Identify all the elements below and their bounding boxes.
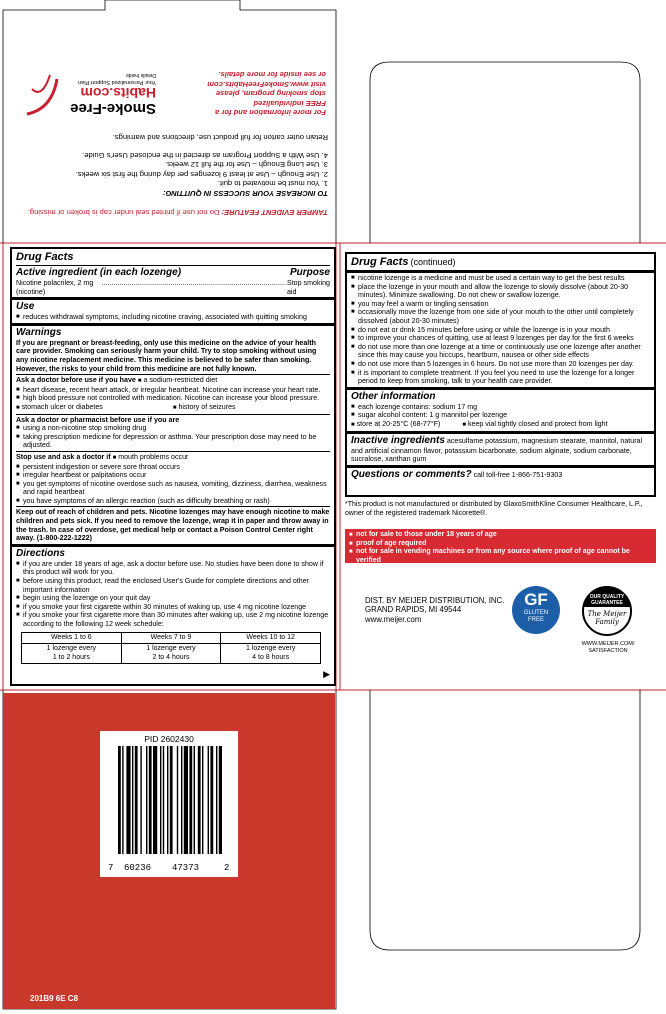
stop-use-list <box>16 463 330 506</box>
active-ingredient: Nicotine polacrilex, 2 mg (nicotine) <box>16 279 94 296</box>
stop-use-heading: Stop use and ask a doctor if <box>16 452 111 461</box>
ask-doctor-last-a: stomach ulcer or diabetes <box>21 402 103 411</box>
schedule-cell: 1 lozenge every 4 to 8 hours <box>221 644 321 664</box>
barcode-d1: 7 <box>108 863 114 873</box>
continue-arrow-icon: ▶ <box>323 669 330 680</box>
barcode-icon <box>118 746 222 854</box>
schedule-header: Weeks 10 to 12 <box>221 632 321 644</box>
barcode-d4: 2 <box>224 863 230 873</box>
directions-continued-item: ■ place the lozenge in your mouth and allow the lozenge to slowly dissolve (about 20-30 minutes). Minimize swallowing. Do not chew or swallow lozenge. <box>351 283 650 300</box>
directions-continued-item: ■ do not eat or drink 15 minutes before using or while the lozenge is in your mouth <box>351 326 650 335</box>
dist-line3: www.meijer.com <box>365 614 422 624</box>
inactive-text: acesulfame potassium, magnesium stearate, mannitol, natural and artificial cinnamon flavor, potassium bicarbonate, sodium alginate, sodium carbonate, sucralose, xanthan gum <box>351 436 643 464</box>
dist-line2: GRAND RAPIDS, MI 49544 <box>365 605 462 615</box>
directions-item: ■ before using this product, read the enclosed User's Guide for complete directions and other important information <box>16 577 330 594</box>
age-notice <box>345 529 656 563</box>
warnings-text: If you are pregnant or breast-feeding, only use this medicine on the advice of your health care provider. Smoking can seriously harm your child. Try to stop smoking without using any nicotine replacement medicine. This medicine is believed to be safer than smoking. However, the risks to your child from this medicine are not fully known. <box>16 338 317 373</box>
other-info-list <box>351 403 650 420</box>
age-notice-item: ■ not for sale to those under 18 years of age <box>349 531 652 540</box>
guarantee-line1: OUR QUALITY <box>589 594 625 600</box>
ask-pharmacist-heading: Ask a doctor or pharmacist before use if you are <box>16 415 180 424</box>
ask-pharmacist-item: ■ taking prescription medicine for depression or asthma. Your prescription dose may need to be adjusted. <box>16 433 330 450</box>
pid-number: PID 2602430 <box>144 734 194 744</box>
logo-line3: Your Personalized Support Plan <box>78 79 156 85</box>
directions-heading: Directions <box>16 547 65 559</box>
distributor <box>365 596 504 624</box>
guarantee-line2: GUARANTEE <box>591 600 623 606</box>
tamper-text: Do not use if printed seal under cap is broken or missing. <box>27 208 220 217</box>
age-notice-list <box>349 531 652 565</box>
ask-doctor-item: ■ high blood pressure not controlled with medication. Nicotine can increase your blood pressure. <box>16 394 330 403</box>
directions-continued-item: ■ occasionally move the lozenge from one side of your mouth to the other until completely dissolved (about 20-30 minutes) <box>351 308 650 325</box>
success-item: 2. Use Enough – Use at least 9 lozenges per day during the first six weeks. <box>75 169 328 179</box>
ask-doctor-inline: a sodium-restricted diet <box>143 376 218 385</box>
more-info-line: visit www.SmokeFreeHabits.com <box>207 79 326 89</box>
directions-item: ■ if you are under 18 years of age, ask a doctor before use. No studies have been done to show if this product will work for you. <box>16 560 330 577</box>
directions-continued-item: ■ you may feel a warm or tingling sensation <box>351 300 650 309</box>
drug-facts-panel: Drug Facts Active ingredient (in each lozenge) Purpose Nicotine polacrilex, 2 mg (nicotine) .............................................................................................. Stop smoking aid Use ■ reduces withdrawal symptoms, including nicotine craving, associated with quitting smoking Warnings If you are pregnant or breast-feeding, only use this medicine on the advice of your health care provider. Smoking can seriously harm your child. Try to stop smoking without using any nicotine replacement medicine. This medicine is believed to be safer than smoking. However, the risks to your child from this medicine are not fully known. Ask a doctor before use if you have ■ a sodium-restricted diet ■ heart disease, recent heart attack, or irregular heartbeat. Nicotine can increase your heart rate. ■ high blood pressure not controlled with medication. Nicotine can increase your blood pressure. ■ stomach ulcer or diabetes ■ history of seizures Ask a doctor or pharmacist before use if you are ■ using a non-nicotine stop smoking drug ■ taking prescription medicine for depression or asthma. Your prescription dose may need to be adjusted. Stop use and ask a doctor if ■ mouth problems occur ■ persistent indigestion or severe sore throat occurs ■ irregular heartbeat or palpitations occur ■ you get symptoms of nicotine overdose such as nausea, vomiting, dizziness, diarrhea, weakness and rapid heartbeat ■ you have symptoms of an allergic reaction (such as difficulty breathing or rash) Keep out of reach of children and pets. Nicotine lozenges may have enough nicotine to make children and pets sick. If you need to remove the lozenge, wrap it in paper and throw away in the trash. In case of overdose, get medical help or contact a Poison Control Center right away. (1-800-222-1222) Directions ■ if you are under 18 years of age, ask a doctor before use. No studies have been done to show if this product will work for you. ■ before using this product, read the enclosed User's Guide for complete directions and other important information ■ begin using the lozenge on your quit day ■ if you smoke your first cigarette within 30 minutes of waking up, use 4 mg nicotine lozenge ■ if you smoke your first cigarette more than 30 minutes after waking up, use 2 mg nicotine lozenge according to the following 12 week schedule: Weeks 1 to 6 Weeks 7 to 9 Weeks 10 to 12 1 lozenge every 1 to 2 hours 1 lozenge every 2 to 4 hours 1 lozenge every 4 to 8 hours ▶ <box>10 247 336 686</box>
dist-line1: DIST. BY MEIJER DISTRIBUTION, INC. <box>365 596 505 605</box>
gf-line2: FREE <box>527 617 544 623</box>
warnings-heading: Warnings <box>16 326 62 338</box>
lot-code: 201B9 6E C8 <box>30 994 79 1003</box>
keep-out-text: Keep out of reach of children and pets. Nicotine lozenges may have enough nicotine to make children and pets sick. If you need to remove the lozenge, wrap it in paper and throw away in the trash. In case of overdose, get medical help or contact a Poison Control Center right away. (1-800-222-1222) <box>16 508 330 543</box>
ask-doctor-item: ■ heart disease, recent heart attack, or irregular heartbeat. Nicotine can increase your heart rate. <box>16 386 330 395</box>
gf-big: GF <box>524 590 548 609</box>
tamper-heading: TAMPER EVIDENT FEATURE: <box>221 208 328 217</box>
other-last-a: store at 20-25°C (68-77°F) <box>356 419 441 428</box>
success-heading: TO INCREASE YOUR SUCCESS IN QUITTING: <box>162 188 328 198</box>
schedule-cell: 1 lozenge every 2 to 4 hours <box>121 644 221 664</box>
continued-label: (continued) <box>410 257 456 267</box>
questions-text: call toll-free 1-866-751-9303 <box>473 470 563 479</box>
gluten-free-badge-icon <box>512 586 560 634</box>
other-info-item: ■ sugar alcohol content: 1 g mannitol per lozenge <box>351 411 650 420</box>
guarantee-signature: The Meijer Family <box>587 610 627 626</box>
meijer-website <box>579 641 637 654</box>
schedule-header: Weeks 1 to 6 <box>22 632 122 644</box>
age-notice-item: ■ proof of age required <box>349 540 652 549</box>
stop-use-item: ■ you have symptoms of an allergic reaction (such as difficulty breathing or rash) <box>16 497 330 506</box>
barcode-label <box>100 731 238 877</box>
schedule-cell: 1 lozenge every 1 to 2 hours <box>22 644 122 664</box>
more-info-text <box>176 70 326 117</box>
directions-item: ■ if you smoke your first cigarette within 30 minutes of waking up, use 4 mg nicotine lozenge <box>16 603 330 612</box>
logo-line4: Details Inside <box>125 72 156 78</box>
quality-guarantee-badge-icon <box>582 586 632 636</box>
directions-continued-item: ■ do not use more than one lozenge at a time or continuously use one lozenge after another since this may cause you hiccups, heartburn, nausea or other side effects <box>351 343 650 360</box>
ask-doctor-heading: Ask a doctor before use if you have <box>16 376 136 385</box>
ask-pharmacist-list <box>16 424 330 450</box>
inactive-heading: Inactive ingredients <box>351 434 445 446</box>
use-heading: Use <box>16 301 35 313</box>
success-item: 4. Use With a Support Program as directed in the enclosed User's Guide. <box>82 150 328 160</box>
purpose-heading: Purpose <box>289 267 330 278</box>
ask-doctor-last-b: history of seizures <box>178 402 236 411</box>
more-info-line: stop smoking program, please <box>215 89 326 99</box>
meijer-web-line1: WWW.MEIJER.COM/ <box>581 641 635 647</box>
directions-item: ■ if you smoke your first cigarette more than 30 minutes after waking up, use 2 mg nicotine lozenge according to the following 12 week schedule: <box>16 611 330 628</box>
top-flap <box>10 0 336 245</box>
schedule-table <box>21 632 321 665</box>
directions-list <box>16 560 330 629</box>
tamper-notice <box>2 132 328 217</box>
barcode-d3: 47373 <box>172 863 200 873</box>
other-last-b: keep vial tightly closed and protect from light <box>467 419 608 428</box>
logo-line2: Habits.com <box>80 85 156 101</box>
directions-continued-item: ■ do not use more than 5 lozenges in 6 hours. Do not use more than 20 lozenges per day. <box>351 360 650 369</box>
more-info-line: For more information and for a <box>215 108 326 117</box>
more-info-line: FREE individualized <box>253 98 326 108</box>
schedule-header: Weeks 7 to 9 <box>121 632 221 644</box>
success-item: 1. You must be motivated to quit. <box>217 179 328 189</box>
meijer-web-line2: SATISFACTION <box>588 647 628 654</box>
retain-text: Retain outer carton for full product use, directions and warnings. <box>112 132 328 142</box>
trademark-footnote: *This product is not manufactured or distributed by GlaxoSmithKline Consumer Healthcare, L.P., owner of the registered trademark Nicorette®. <box>345 501 643 517</box>
smoke-free-logo <box>16 65 166 125</box>
use-item: ■ reduces withdrawal symptoms, including nicotine craving, associated with quitting smoking <box>16 313 330 322</box>
success-list <box>2 151 328 189</box>
directions-continued-list <box>351 274 650 386</box>
stop-use-item: ■ irregular heartbeat or palpitations occur <box>16 471 330 480</box>
gf-line1: GLUTEN <box>523 610 549 616</box>
swoosh-icon <box>22 69 62 119</box>
logo-line1: Smoke-Free <box>70 100 156 117</box>
more-info-line: or see inside for more details. <box>218 70 326 80</box>
directions-item: ■ begin using the lozenge on your quit day <box>16 594 330 603</box>
directions-continued-item: ■ it is important to complete treatment. If you feel you need to use the lozenge for a longer period to keep from smoking, talk to your health care provider. <box>351 369 650 386</box>
stop-use-inline: mouth problems occur <box>118 452 189 461</box>
other-info-heading: Other information <box>351 390 436 402</box>
age-notice-item: ■ not for sale in vending machines or from any source where proof of age cannot be verified <box>349 548 652 565</box>
ask-doctor-list <box>16 386 330 403</box>
barcode-d2: 60236 <box>124 863 152 873</box>
active-ingredient-heading: Active ingredient (in each lozenge) <box>16 267 182 278</box>
ask-pharmacist-item: ■ using a non-nicotine stop smoking drug <box>16 424 330 433</box>
active-purpose: Stop smoking aid <box>286 279 330 296</box>
drug-facts-title: Drug Facts <box>16 251 74 263</box>
drug-facts-continued-panel: Drug Facts (continued) ■ nicotine lozenge is a medicine and must be used a certain way to get the best results ■ place the lozenge in your mouth and allow the lozenge to slowly dissolve (about 20-30 minutes). Minimize swallowing. Do not chew or swallow lozenge. ■ you may feel a warm or tingling sensation ■ occasionally move the lozenge from one side of your mouth to the other until completely dissolved (about 20-30 minutes) ■ do not eat or drink 15 minutes before using or while the lozenge is in your mouth ■ to improve your chances of quitting, use at least 9 lozenges per day for the first 6 weeks ■ do not use more than one lozenge at a time or continuously use one lozenge after another since this may cause you hiccups, heartburn, nausea or other side effects ■ do not use more than 5 lozenges in 6 hours. Do not use more than 20 lozenges per day. ■ it is important to complete treatment. If you feel you need to use the lozenge for a longer period to keep from smoking, talk to your health care provider. Other information ■ each lozenge contains: sodium 17 mg ■ sugar alcohol content: 1 g mannitol per lozenge ■ store at 20-25°C (68-77°F) ■ keep vial tightly closed and protect from light Inactive ingredients acesulfame potassium, magnesium stearate, mannitol, natural and artificial cinnamon flavor, potassium bicarbonate, sodium alginate, sodium carbonate, sucralose, xanthan gum Questions or comments? call toll-free 1-866-751-9303 <box>345 252 656 497</box>
success-item: 3. Use Long Enough – Use for the full 12 weeks. <box>165 160 328 170</box>
directions-continued-item: ■ to improve your chances of quitting, use at least 9 lozenges per day for the first 6 weeks <box>351 334 650 343</box>
directions-continued-item: ■ nicotine lozenge is a medicine and must be used a certain way to get the best results <box>351 274 650 283</box>
other-info-item: ■ each lozenge contains: sodium 17 mg <box>351 403 650 412</box>
stop-use-item: ■ persistent indigestion or severe sore throat occurs <box>16 463 330 472</box>
drug-facts-continued-title: Drug Facts <box>351 256 409 268</box>
stop-use-item: ■ you get symptoms of nicotine overdose such as nausea, vomiting, dizziness, diarrhea, weakness and rapid heartbeat <box>16 480 330 497</box>
questions-heading: Questions or comments? <box>351 468 472 480</box>
